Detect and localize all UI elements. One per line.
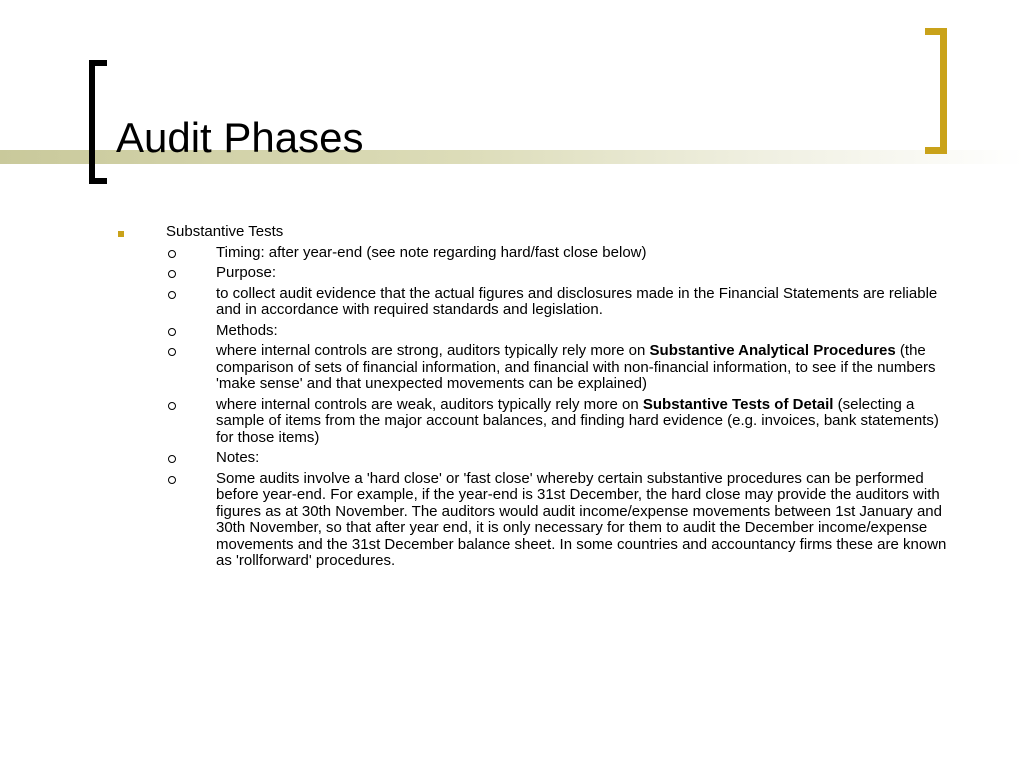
circle-bullet-icon [168,270,176,278]
circle-bullet-icon [168,348,176,356]
slide-content [116,224,956,574]
circle-bullet-icon [168,291,176,299]
circle-bullet-icon [168,455,176,463]
list-item-bold-term: Substantive Analytical Procedures [649,342,896,359]
list-item-text: Notes: [216,449,260,466]
list-item [116,286,956,319]
list-item [116,323,956,340]
list-item [116,245,956,262]
list-item [116,265,956,282]
main-bullet-text: Substantive Tests [166,223,284,240]
slide-title: Audit Phases [116,114,364,161]
list-item-text-post: (selecting a sample of items from the major account balances, and finding hard evidence (e.g. invoices, bank statements) for those items) [216,395,939,446]
list-item-text: Timing: after year-end (see note regarding hard/fast close below) [216,243,647,261]
square-bullet-icon [118,231,124,237]
sub-bullet-list [116,245,956,570]
circle-bullet-icon [168,476,176,484]
main-bullet [116,224,956,241]
list-item-text: Methods: [216,321,278,339]
list-item [116,450,956,467]
list-item-text: Some audits involve a 'hard close' or 'fast close' whereby certain substantive procedures can be performed before year-end. For example, if the year-end is 31st December, the hard close may provide the auditors with figures as at 30th November. The auditors would audit income/expense movements between 1st January and 30th November, so that after year end, it is only necessary for them to audit the December income/expense movements and the 31st December balance sheet. In some countries and accountancy firms these are known as 'rollforward' procedures. [216,469,947,569]
list-item-text-pre: where internal controls are weak, auditors typically rely more on [216,395,643,413]
list-item [116,343,956,393]
list-item [116,397,956,447]
right-bracket-decoration [925,28,947,154]
list-item [116,471,956,570]
list-item-text-post: (the comparison of sets of financial information, and financial with non-financial information, to see if the numbers 'make sense' and that unexpected movements can be explained) [216,342,936,392]
list-item-bold-term: Substantive Tests of Detail [642,395,834,413]
circle-bullet-icon [168,250,176,258]
circle-bullet-icon [168,328,176,336]
list-item-text-pre: where internal controls are strong, auditors typically rely more on [216,342,650,359]
list-item-text: Purpose: [216,264,277,281]
left-bracket-decoration [89,60,107,184]
circle-bullet-icon [168,402,176,410]
list-item-text: to collect audit evidence that the actual figures and disclosures made in the Financial Statements are reliable and in accordance with required standards and legislation. [216,284,938,318]
